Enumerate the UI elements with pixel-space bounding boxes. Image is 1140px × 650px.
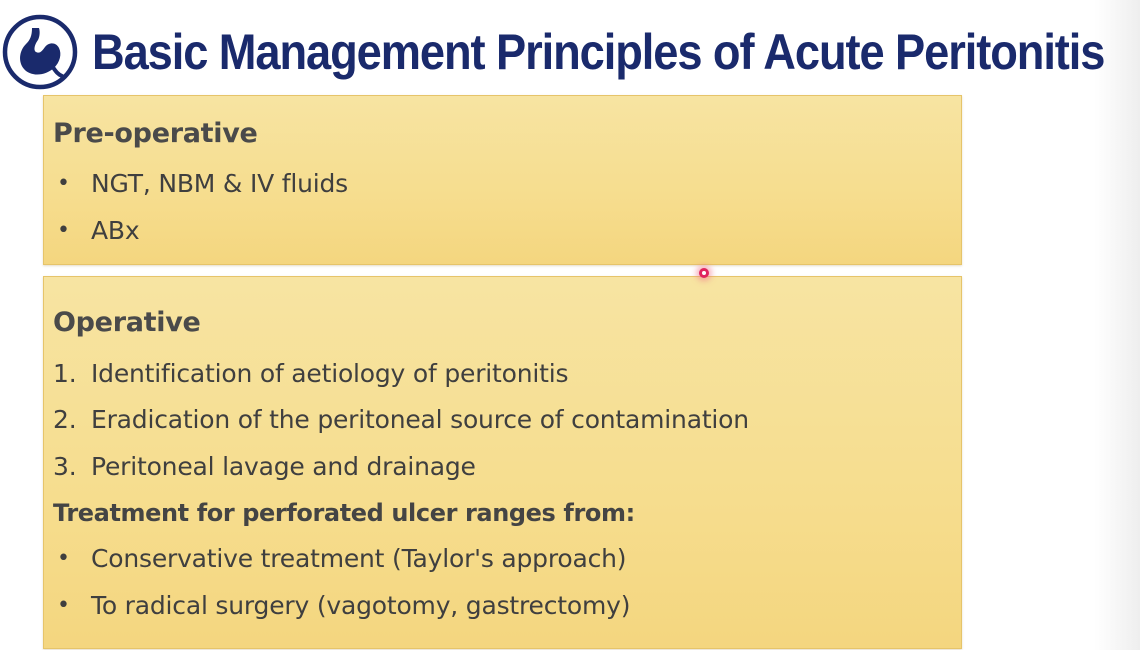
list-item	[53, 544, 626, 573]
treatment-heading: Treatment for perforated ulcer ranges from:	[53, 499, 635, 527]
step-number: 2.	[53, 405, 77, 434]
list-item-text: Conservative treatment (Taylor's approach)	[91, 544, 627, 573]
step-text: Peritoneal lavage and drainage	[91, 452, 476, 481]
laser-pointer-icon	[699, 268, 709, 278]
list-item	[53, 591, 630, 620]
bullet-icon: •	[57, 593, 70, 618]
step-text: Eradication of the peritoneal source of contamination	[91, 405, 749, 434]
stomach-icon	[2, 14, 78, 90]
step-text: Identification of aetiology of peritonitis	[91, 359, 569, 388]
list-item-text: ABx	[91, 216, 140, 245]
bullet-icon: •	[57, 546, 70, 571]
numbered-item	[53, 405, 749, 434]
list-item-text: NGT, NBM & IV fluids	[91, 169, 349, 198]
numbered-item	[53, 452, 476, 481]
step-number: 1.	[53, 359, 77, 388]
preoperative-heading: Pre-operative	[53, 118, 258, 149]
list-item	[53, 216, 139, 245]
bullet-icon: •	[57, 171, 70, 196]
preoperative-box	[43, 95, 962, 265]
list-item	[53, 169, 348, 198]
operative-box	[43, 276, 962, 649]
step-number: 3.	[53, 452, 77, 481]
list-item-text: To radical surgery (vagotomy, gastrectomy)	[91, 591, 631, 620]
bullet-icon: •	[57, 218, 70, 243]
numbered-item	[53, 359, 568, 388]
operative-heading: Operative	[53, 307, 201, 338]
page-title: Basic Management Principles of Acute Peritonitis	[92, 24, 1105, 80]
